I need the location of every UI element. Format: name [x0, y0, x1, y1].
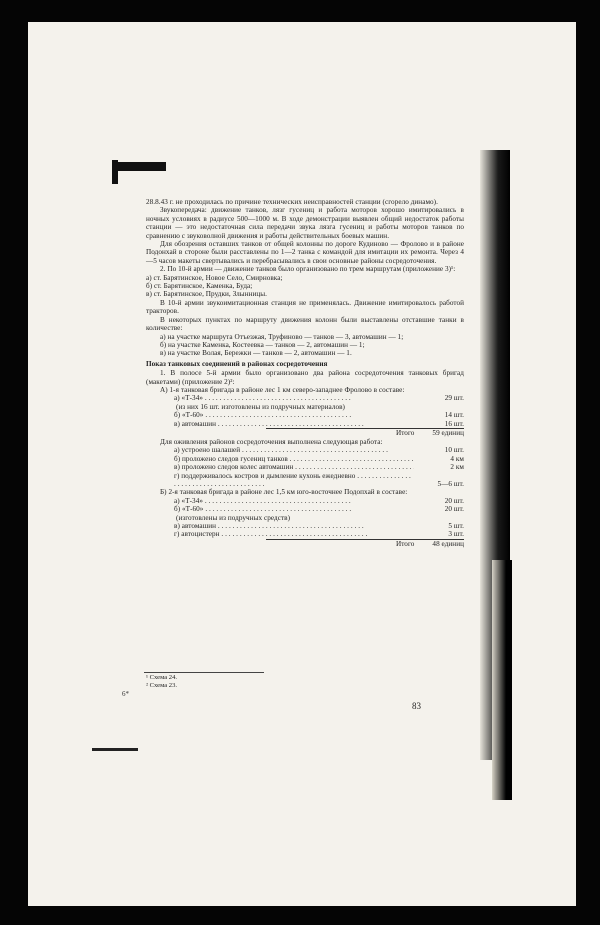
row-value: 14 шт. [444, 411, 464, 420]
row-label: а) устроено шалашей . . . [146, 446, 414, 454]
table-row [146, 463, 464, 471]
page-number: 83 [412, 701, 421, 711]
total-value: 48 единиц [432, 540, 464, 549]
row-value: 3 шт. [448, 530, 464, 539]
row-label: а) «Т-34» . . . [146, 394, 414, 402]
row-note: (изготовлены из подручных средств) [176, 513, 291, 522]
paragraph: Для обозрения оставших танков от общей колонны по дороге Кудиново — Фролово и в районе Подонхай в стороне были расставлены по 1—2 танка с командой для имитации их ремонта. Через 4—5 часов макеты свертывались и перебрасывались в свои основные районы сосредоточения. [146, 240, 464, 265]
row-label: г) поддерживалось костров и дымление кухонь ежедневно . . . [146, 472, 414, 489]
table-row [146, 472, 464, 489]
list-item: в) ст. Барятинское, Прудки, Злынницы. [146, 290, 268, 299]
footnote: ² Схема 23. [146, 682, 178, 689]
paragraph: В некоторых пунктах по маршруту движения колонн были выставлены отставшие танки в количестве: [146, 315, 464, 333]
paragraph: Для оживления районов сосредоточения выполнена следующая работа: [160, 437, 383, 446]
row-label: б) «Т-60» . . . [146, 411, 414, 419]
row-value: 4 км [450, 454, 464, 463]
row-label: б) проложено следов гусениц танков . . . [146, 455, 414, 463]
total-value: 59 единиц [432, 429, 464, 438]
list-item: а) ст. Барятинское, Новое Село, Смирновка; [146, 273, 283, 282]
row-label: в) проложено следов колес автомашин . . . [146, 463, 414, 471]
scan-mark-top [112, 162, 166, 171]
row-value: 20 шт. [444, 505, 464, 514]
total-row [266, 428, 464, 438]
paragraph: В 10-й армии звукоимитационная станция не применялась. Движение имитировалось работой тракторов. [146, 298, 464, 316]
row-label: г) автоцистерн . . . [146, 530, 414, 538]
page-edge-shadow-lower [492, 560, 512, 800]
row-value: 10 шт. [444, 446, 464, 455]
paragraph: 2. По 10-й армии — движение танков было организовано по трем маршрутам (приложение 3)¹: [160, 265, 456, 274]
row-value: 29 шт. [444, 394, 464, 403]
paragraph: Звукопередача: движение танков, лязг гусениц и работа моторов хорошо имитировались в ночных условиях в радиусе 500—1000 м. В ходе демонстрации выявлен общий недостаток работы станции — это недостаточная сила передачи звука лязга гусениц и работы моторов танков по сравнению с звуковолной движения и работы действительных боевых машин. [146, 206, 464, 240]
table-row [146, 446, 464, 454]
scan-mark-side [112, 160, 118, 184]
table-row [146, 522, 464, 530]
row-value: 5—6 шт. [437, 479, 464, 488]
signature-mark: 6* [122, 690, 129, 698]
row-value: 2 км [450, 463, 464, 472]
table-row [146, 394, 464, 402]
table-row [146, 530, 464, 538]
list-item: а) на участке маршрута Отъезжая, Труфиново — танков — 3, автомашин — 1; [160, 332, 404, 341]
list-item: б) ст. Барятинское, Каменка, Буда; [146, 282, 253, 291]
row-label: в) автомашин . . . [146, 420, 414, 428]
row-label: а) «Т-34» . . . [146, 497, 414, 505]
table-row [146, 455, 464, 463]
scan-mark-bottom [92, 748, 138, 751]
row-note: (из них 16 шт. изготовлены из подручных материалов) [176, 402, 346, 411]
total-label: Итого [395, 429, 415, 438]
list-item: в) на участке Волая, Бережки — танков — 2, автомашин — 1. [160, 349, 352, 358]
paragraph: Б) 2-я танковая бригада в районе лес 1,5 км юго-восточнее Подопхай в составе: [160, 488, 408, 497]
section-heading: Показ танковых соединений в районах сосредоточения [146, 359, 328, 368]
paragraph: 28.8.43 г. не проходилась по причине технических неисправностей станции (сгорело динамо). [146, 198, 438, 206]
total-row [266, 539, 464, 549]
footnotes [144, 672, 264, 690]
paragraph: А) 1-я танковая бригада в районе лес 1 км северо-западнее Фролово в составе: [160, 385, 405, 394]
table-row-note [146, 403, 464, 411]
row-value: 5 шт. [448, 521, 464, 530]
row-label: в) автомашин . . . [146, 522, 414, 530]
row-value: 16 шт. [444, 419, 464, 428]
document-text [146, 198, 464, 549]
row-value: 20 шт. [444, 496, 464, 505]
table-row [146, 497, 464, 505]
table-row [146, 420, 464, 428]
paragraph: 1. В полосе 5-й армии было организовано два района сосредоточения танковых бригад (макетами) (приложение 2)²: [146, 369, 464, 386]
total-label: Итого [395, 540, 415, 549]
list-item: б) на участке Каменка, Костеевка — танков — 2, автомашин — 1; [160, 340, 365, 349]
footnote: ¹ Схема 24. [146, 674, 178, 681]
row-label: б) «Т-60» . . . [146, 505, 414, 513]
table-row [146, 411, 464, 419]
table-row-note [146, 514, 464, 522]
table-row [146, 505, 464, 513]
